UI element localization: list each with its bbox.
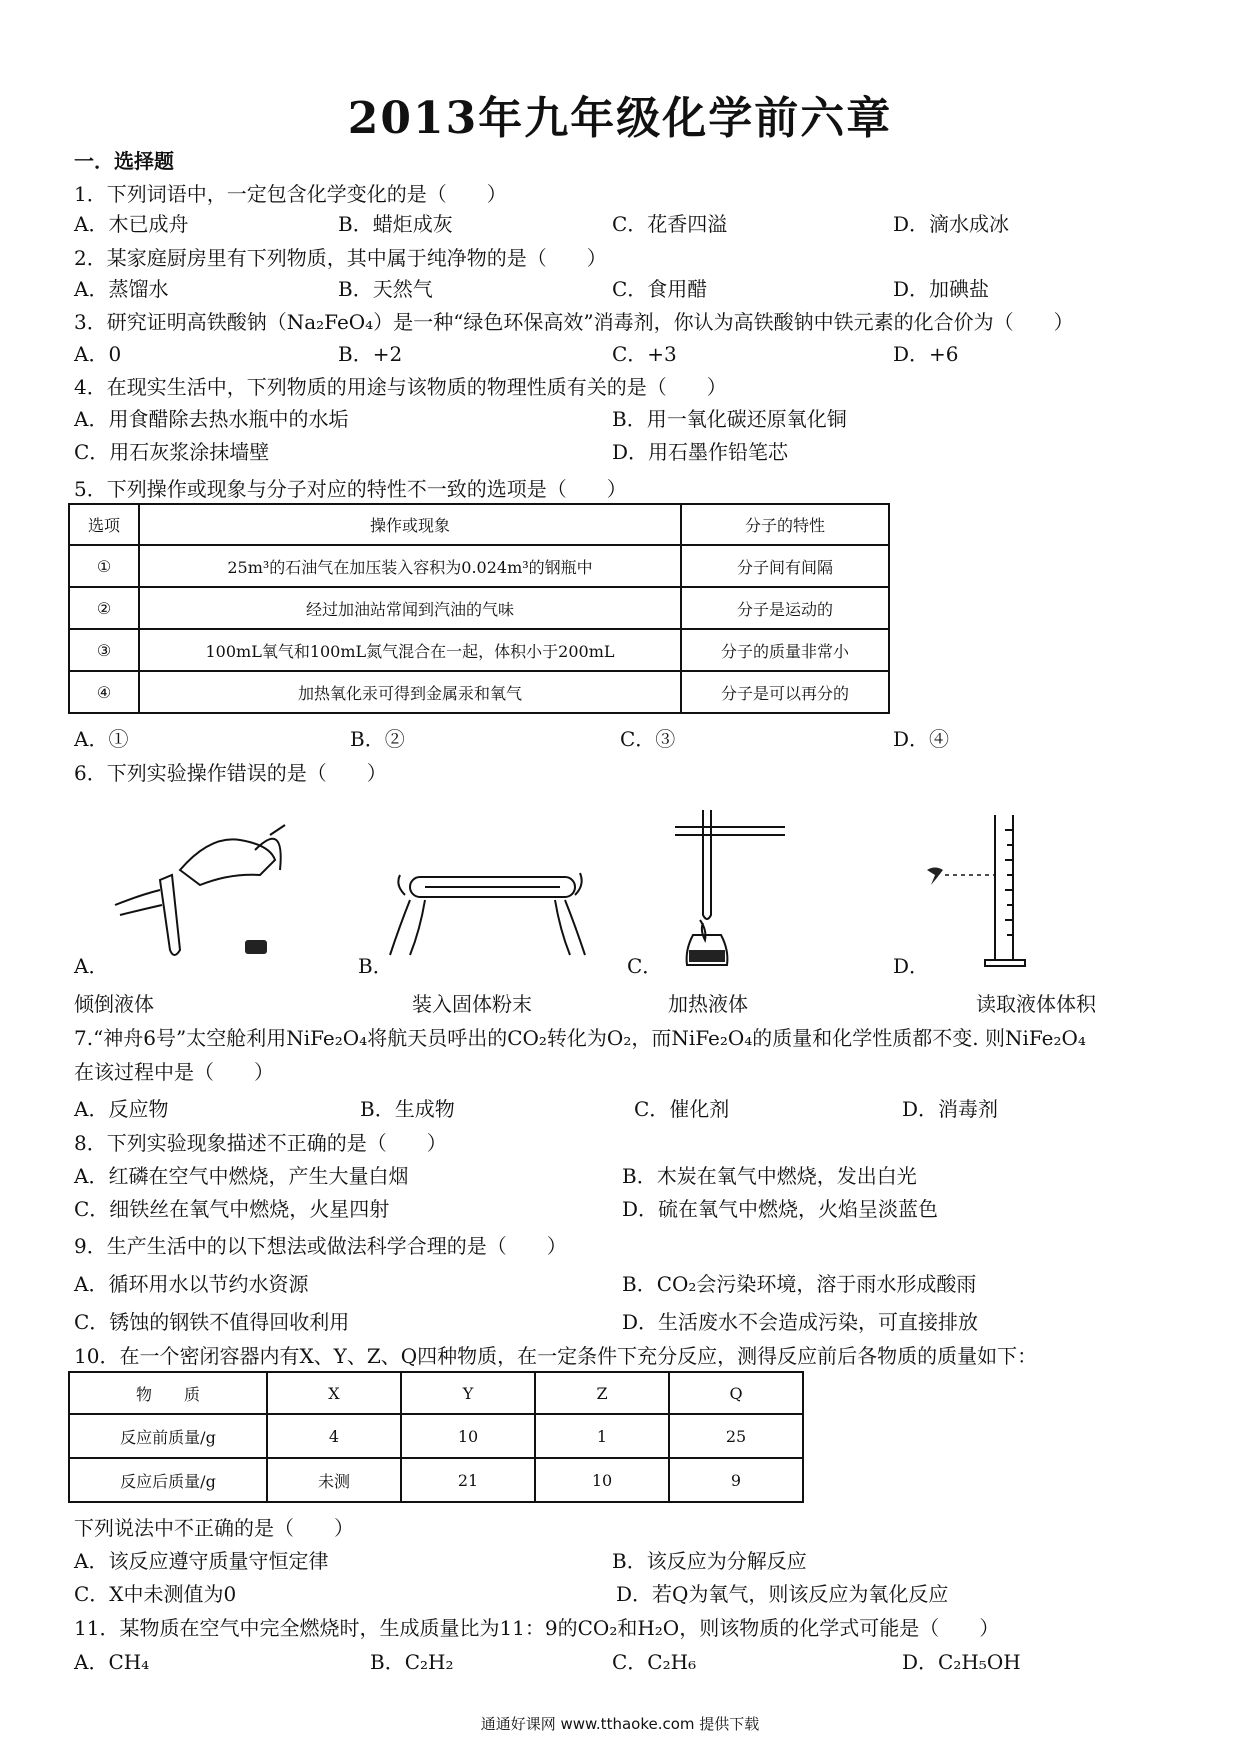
heating-liquid-figure [665,805,795,970]
q5-cell: ② [69,587,139,629]
question-6-stem: 6．下列实验操作错误的是（ ） [74,761,387,785]
q6-caption-a: 倾倒液体 [74,992,154,1016]
page-title: 2013年九年级化学前六章 [347,93,893,144]
q10-header-q: Q [669,1372,803,1414]
q4-option-d: D．用石墨作铅笔芯 [612,440,789,464]
q9-option-c: C．锈蚀的钢铁不值得回收利用 [74,1310,350,1334]
q5-header-property: 分子的特性 [681,504,889,545]
q2-option-a: A．蒸馏水 [74,277,169,301]
q4-option-c: C．用石灰浆涂抹墙壁 [74,440,270,464]
q10-cell: 反应后质量/g [69,1458,267,1502]
q10-cell: 1 [535,1414,669,1458]
q3-option-c: C．+3 [612,342,677,366]
q6-label-c: C． [627,954,663,978]
question-2-stem: 2．某家庭厨房里有下列物质，其中属于纯净物的是（ ） [74,246,607,270]
q5-header-option: 选项 [69,504,139,545]
q10-header-x: X [267,1372,401,1414]
q5-option-d: D．④ [893,727,950,751]
q11-option-a: A．CH₄ [74,1650,150,1674]
q4-option-a: A．用食醋除去热水瓶中的水垢 [74,407,349,431]
q4-option-b: B．用一氧化碳还原氧化铜 [612,407,847,431]
q2-option-d: D．加碘盐 [893,277,990,301]
table-row [69,587,889,629]
table-row [69,545,889,587]
q5-header-operation: 操作或现象 [139,504,681,545]
q5-cell: ① [69,545,139,587]
question-7-stem-line2: 在该过程中是（ ） [74,1060,274,1084]
q7-option-c: C．催化剂 [634,1097,730,1121]
q11-option-b: B．C₂H₂ [370,1650,454,1674]
q9-option-d: D．生活废水不会造成污染，可直接排放 [622,1310,979,1334]
q5-cell: 分子是可以再分的 [681,671,889,713]
question-7-stem-line1: 7.“神舟6号”太空舱利用NiFe₂O₄将航天员呼出的CO₂转化为O₂，而NiFe₂O₄的质量和化学性质都不变. 则NiFe₂O₄ [74,1026,1086,1050]
q5-cell: 分子间有间隔 [681,545,889,587]
q5-cell: 100mL氧气和100mL氮气混合在一起，体积小于200mL [139,629,681,671]
q10-option-a: A．该反应遵守质量守恒定律 [74,1549,329,1573]
q8-option-a: A．红磷在空气中燃烧，产生大量白烟 [74,1164,409,1188]
pouring-liquid-figure [110,815,300,965]
q1-option-a: A．木已成舟 [74,212,189,236]
q7-option-b: B．生成物 [360,1097,455,1121]
q6-label-d: D． [893,954,930,978]
q1-option-c: C．花香四溢 [612,212,728,236]
q10-table [68,1371,804,1503]
q6-caption-b: 装入固体粉末 [412,992,532,1016]
adding-powder-figure [385,855,595,965]
q10-cell: 21 [401,1458,535,1502]
q5-cell: 25m³的石油气在加压装入容积为0.024m³的钢瓶中 [139,545,681,587]
q10-option-d: D．若Q为氧气，则该反应为氧化反应 [616,1582,949,1606]
q5-cell: 加热氧化汞可得到金属汞和氧气 [139,671,681,713]
question-4-stem: 4．在现实生活中，下列物质的用途与该物质的物理性质有关的是（ ） [74,375,727,399]
q7-option-a: A．反应物 [74,1097,169,1121]
table-row [69,629,889,671]
q5-option-c: C．③ [620,727,676,751]
q7-option-d: D．消毒剂 [902,1097,999,1121]
q10-header-substance: 物 质 [69,1372,267,1414]
q10-option-c: C．X中未测值为0 [74,1582,237,1606]
q3-option-a: A．0 [74,342,122,366]
question-11-stem: 11．某物质在空气中完全燃烧时，生成质量比为11：9的CO₂和H₂O，则该物质的化学式可能是（ ） [74,1616,1000,1640]
q8-option-b: B．木炭在氧气中燃烧，发出白光 [622,1164,917,1188]
q5-cell: ④ [69,671,139,713]
q5-cell: 分子是运动的 [681,587,889,629]
q3-option-d: D．+6 [893,342,959,366]
q10-cell: 25 [669,1414,803,1458]
question-3-stem: 3．研究证明高铁酸钠（Na₂FeO₄）是一种“绿色环保高效”消毒剂，你认为高铁酸钠中铁元素的化合价为（ ） [74,310,1074,334]
q1-option-b: B．蜡炬成灰 [338,212,453,236]
q10-option-b: B．该反应为分解反应 [612,1549,807,1573]
q5-cell: 分子的质量非常小 [681,629,889,671]
q5-cell: ③ [69,629,139,671]
question-10-stem: 10．在一个密闭容器内有X、Y、Z、Q四种物质，在一定条件下充分反应，测得反应前后各物质的质量如下： [74,1344,1038,1368]
q5-option-a: A．① [74,727,129,751]
q9-option-b: B．CO₂会污染环境，溶于雨水形成酸雨 [622,1272,977,1296]
table-row [69,1458,803,1502]
q11-option-d: D．C₂H₅OH [902,1650,1021,1674]
q10-cell: 9 [669,1458,803,1502]
q10-cell: 反应前质量/g [69,1414,267,1458]
question-1-stem: 1．下列词语中，一定包含化学变化的是（ ） [74,182,507,206]
table-row [69,1414,803,1458]
page-footer: 通通好课网 www.tthaoke.com 提供下载 [480,1715,760,1733]
q10-cell: 10 [535,1458,669,1502]
q6-caption-c: 加热液体 [668,992,748,1016]
section-heading: 一．选择题 [74,149,174,173]
q3-option-b: B．+2 [338,342,403,366]
reading-volume-figure [925,810,1045,970]
q6-label-a: A． [74,954,109,978]
q10-header-y: Y [401,1372,535,1414]
question-9-stem: 9．生产生活中的以下想法或做法科学合理的是（ ） [74,1234,567,1258]
q11-option-c: C．C₂H₆ [612,1650,697,1674]
q10-cell: 4 [267,1414,401,1458]
q9-option-a: A．循环用水以节约水资源 [74,1272,309,1296]
q10-cell: 10 [401,1414,535,1458]
q5-cell: 经过加油站常闻到汽油的气味 [139,587,681,629]
q6-caption-d: 读取液体体积 [976,992,1096,1016]
q5-table [68,503,890,714]
table-row [69,671,889,713]
q5-option-b: B．② [350,727,405,751]
q6-label-b: B． [358,954,393,978]
q1-option-d: D．滴水成冰 [893,212,1010,236]
q2-option-b: B．天然气 [338,277,433,301]
question-5-stem: 5．下列操作或现象与分子对应的特性不一致的选项是（ ） [74,477,627,501]
q10-cell: 未测 [267,1458,401,1502]
q8-option-d: D．硫在氧气中燃烧，火焰呈淡蓝色 [622,1197,939,1221]
question-10-prompt: 下列说法中不正确的是（ ） [74,1516,354,1540]
question-8-stem: 8．下列实验现象描述不正确的是（ ） [74,1131,447,1155]
q10-header-z: Z [535,1372,669,1414]
q8-option-c: C．细铁丝在氧气中燃烧，火星四射 [74,1197,390,1221]
q2-option-c: C．食用醋 [612,277,708,301]
